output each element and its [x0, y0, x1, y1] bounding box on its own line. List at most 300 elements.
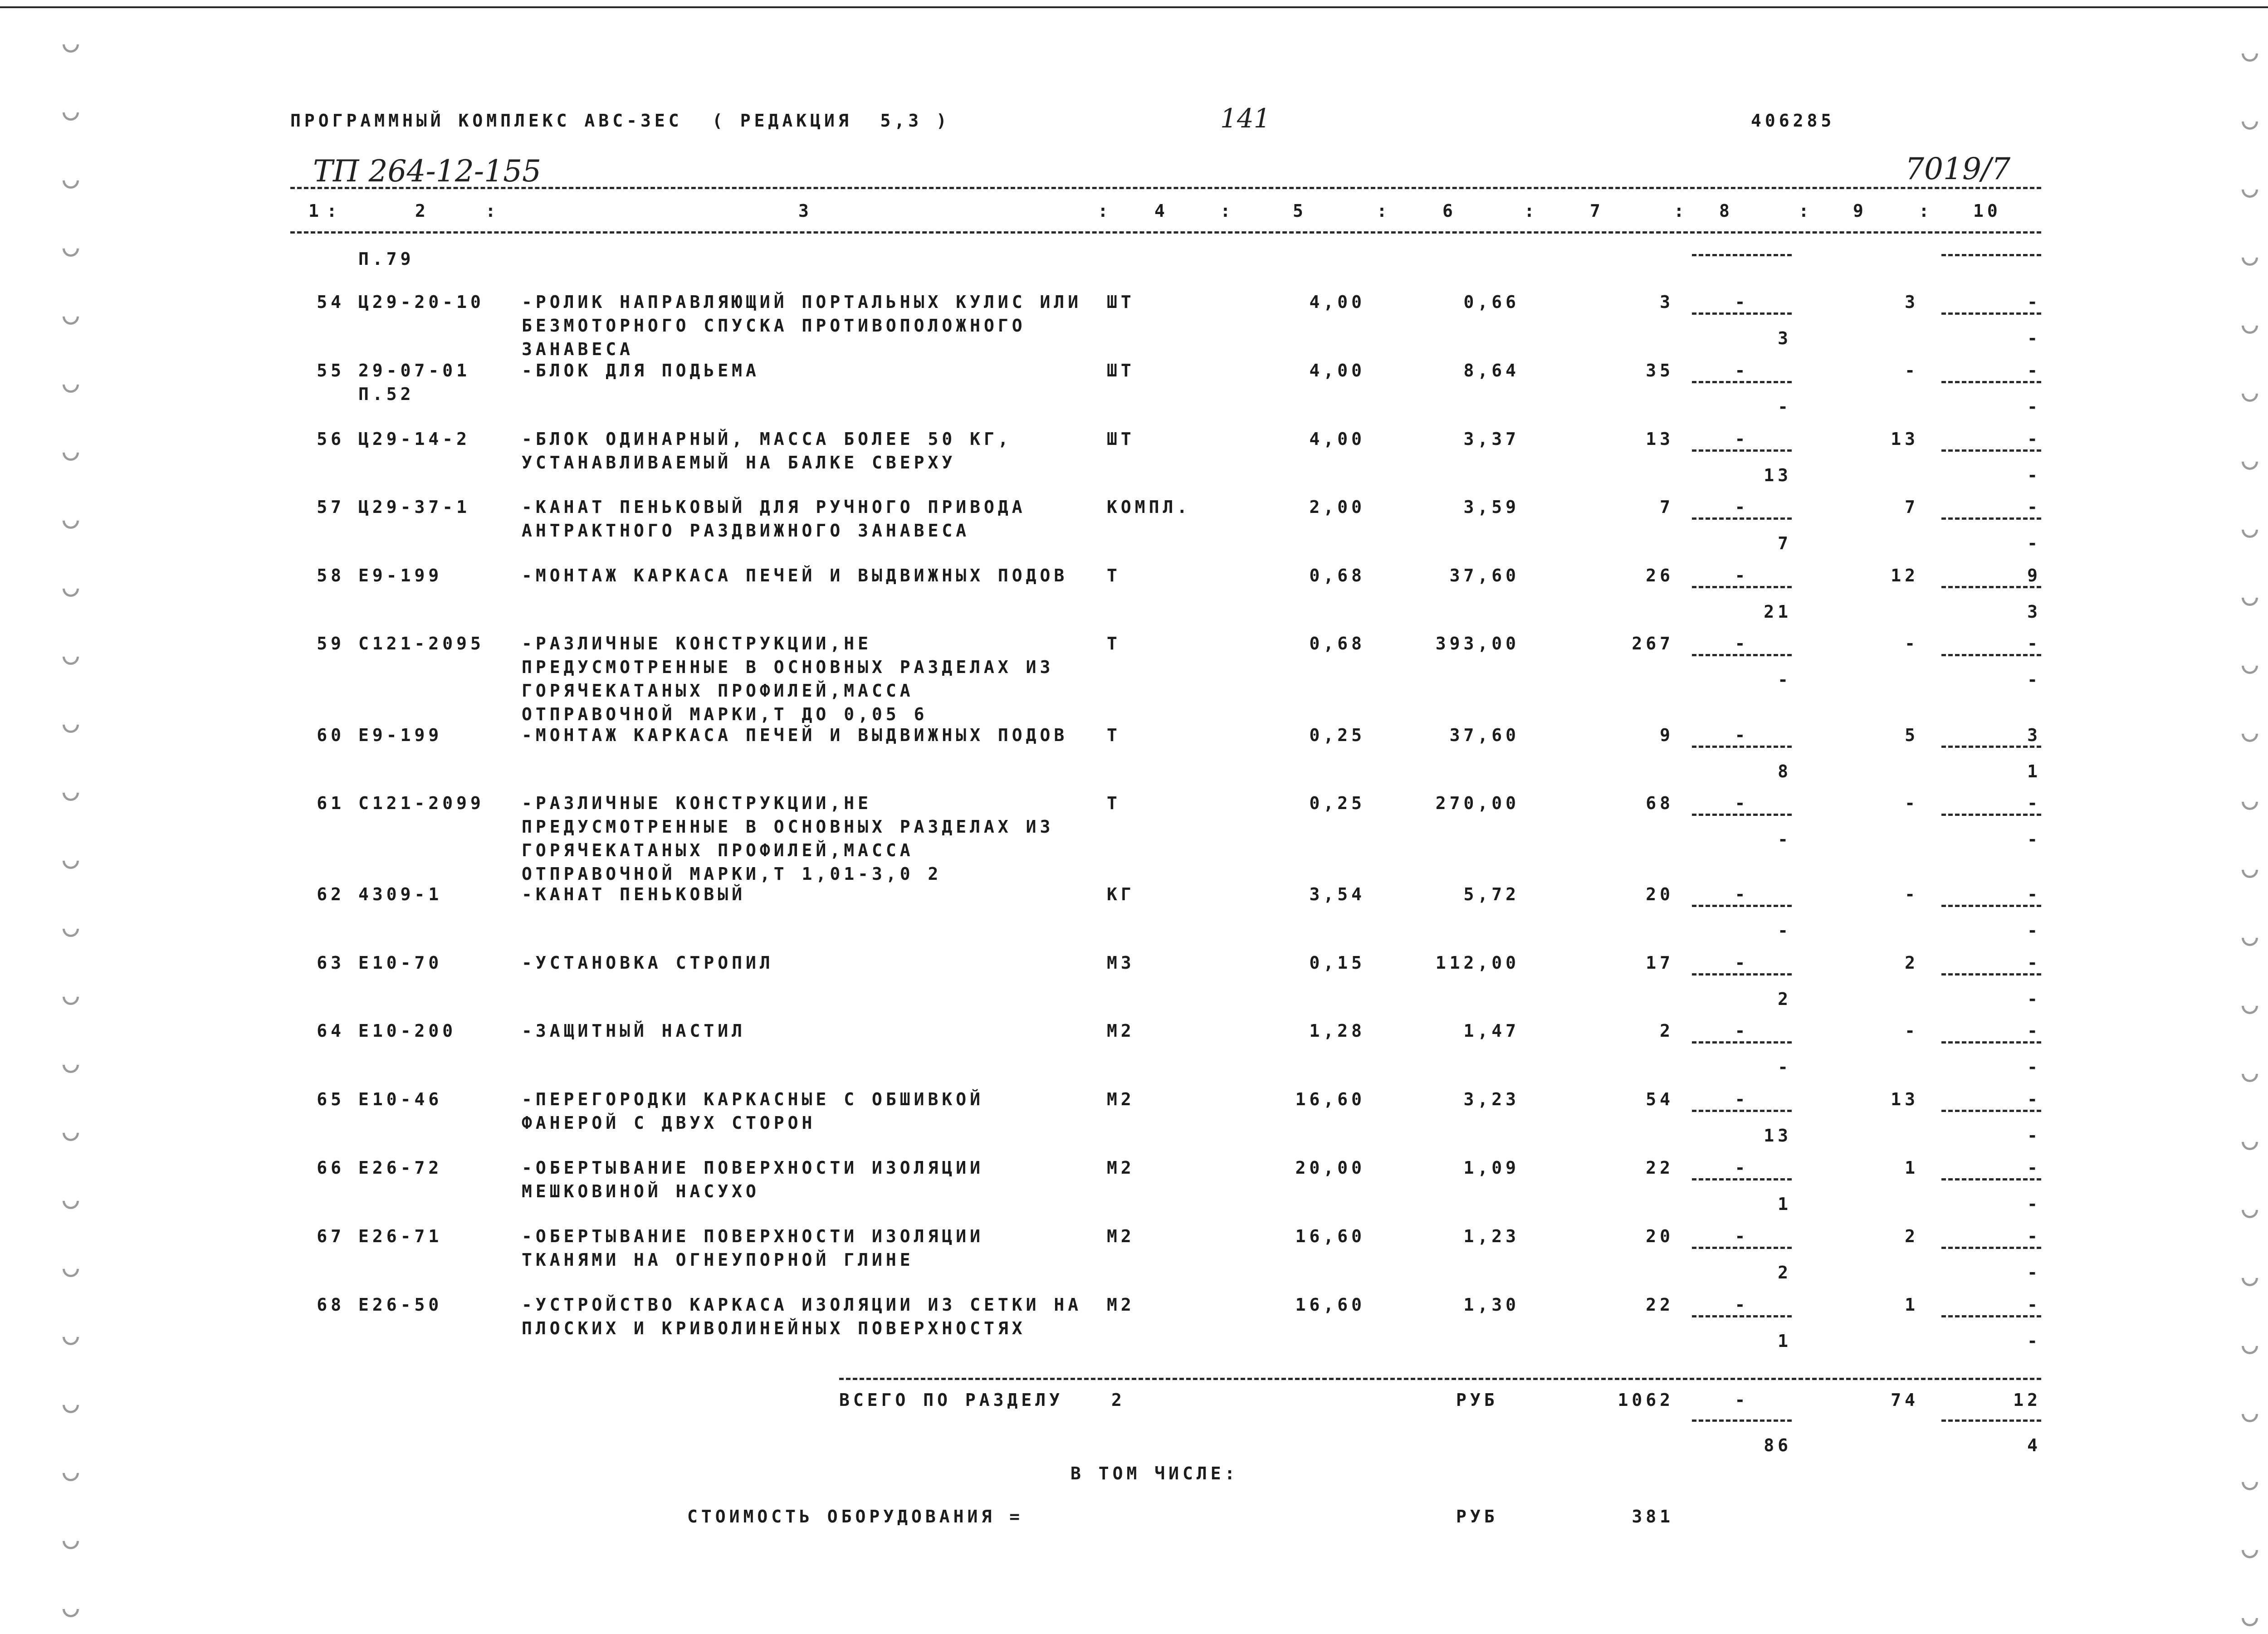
- feed-hole: [2239, 654, 2262, 678]
- unit-price: 3,59: [1463, 497, 1520, 517]
- feed-hole: [59, 1122, 83, 1145]
- col8-top: -: [1735, 1295, 1749, 1315]
- column-number: 2: [415, 201, 429, 221]
- col10-top: -: [2027, 1295, 2041, 1315]
- feed-hole: [59, 917, 83, 941]
- unit-price: 5,72: [1463, 884, 1520, 904]
- including-label: В ТОМ ЧИСЛЕ:: [1070, 1463, 1239, 1483]
- program-name: ПРОГРАММНЫЙ КОМПЛЕКС АВС-ЗЕС: [290, 111, 683, 131]
- col10-top: -: [2027, 793, 2041, 813]
- column-separator: :: [1799, 201, 1813, 221]
- summary-c8-bottom: 86: [1764, 1435, 1792, 1455]
- col9-value: -: [1905, 1021, 1919, 1041]
- unit: Т: [1107, 725, 1121, 745]
- summary-rule: [839, 1378, 2041, 1380]
- feed-hole: [2239, 314, 2262, 337]
- column-number: 3: [798, 201, 812, 221]
- unit: Т: [1107, 634, 1121, 654]
- unit: ШТ: [1107, 292, 1135, 312]
- col10-rule: [1941, 973, 2041, 976]
- rate-code: Е10-200: [358, 1021, 457, 1041]
- work-description: ТКАНЯМИ НА ОГНЕУПОРНОЙ ГЛИНЕ: [522, 1250, 914, 1270]
- row-number: 55: [317, 361, 345, 380]
- total-cost: 20: [1646, 1226, 1674, 1246]
- work-description: МЕШКОВИНОЙ НАСУХО: [522, 1181, 760, 1201]
- unit-price: 37,60: [1449, 566, 1520, 585]
- feed-hole: [59, 1054, 83, 1077]
- col9-value: 2: [1905, 953, 1919, 973]
- col10-top: -: [2027, 497, 2041, 517]
- col8-rule: [1692, 654, 1792, 656]
- unit-price: 270,00: [1435, 793, 1520, 813]
- summary-c9: 74: [1891, 1390, 1919, 1410]
- feed-hole: [2239, 1471, 2262, 1494]
- column-separator: :: [1919, 201, 1933, 221]
- feed-hole: [2239, 927, 2262, 950]
- row-number: 58: [317, 566, 345, 585]
- col9-value: 5: [1905, 725, 1919, 745]
- quantity: 4,00: [1309, 361, 1365, 380]
- unit-price: 0,66: [1463, 292, 1520, 312]
- feed-hole: [2239, 1199, 2262, 1222]
- col8-top-rule: [1692, 254, 1792, 256]
- feed-hole: [2239, 1131, 2262, 1154]
- feed-hole: [2239, 1403, 2262, 1426]
- col10-bottom: -: [2027, 829, 2041, 849]
- rate-code: Е9-199: [358, 725, 443, 745]
- quantity: 0,68: [1309, 566, 1365, 585]
- col9-value: 3: [1905, 292, 1919, 312]
- feed-hole: [59, 849, 83, 873]
- work-description: ГОРЯЧЕКАТАНЫХ ПРОФИЛЕЙ,МАССА: [522, 840, 914, 860]
- feed-hole: [59, 577, 83, 600]
- feed-hole: [59, 985, 83, 1009]
- col10-top: -: [2027, 1226, 2041, 1246]
- rate-code: 29-07-01: [358, 361, 471, 380]
- col8-top: -: [1735, 566, 1749, 585]
- document-number: 406285: [1751, 111, 1835, 131]
- feed-hole: [2239, 450, 2262, 473]
- work-description: -МОНТАЖ КАРКАСА ПЕЧЕЙ И ВЫДВИЖНЫХ ПОДОВ: [522, 566, 1068, 585]
- row-number: 59: [317, 634, 345, 654]
- feed-hole: [2239, 42, 2262, 65]
- col9-value: 7: [1905, 497, 1919, 517]
- rate-code: С121-2099: [358, 793, 484, 813]
- rate-code: Е26-50: [358, 1295, 443, 1315]
- col8-top: -: [1735, 1158, 1749, 1178]
- work-description: -РАЗЛИЧНЫЕ КОНСТРУКЦИИ,НЕ: [522, 793, 872, 813]
- total-cost: 22: [1646, 1295, 1674, 1315]
- quantity: 16,60: [1295, 1089, 1365, 1109]
- work-description: ОТПРАВОЧНОЙ МАРКИ,Т 1,01-3,0 2: [522, 864, 942, 884]
- work-description: -УСТАНОВКА СТРОПИЛ: [522, 953, 774, 973]
- col8-top: -: [1735, 429, 1749, 449]
- quantity: 0,15: [1309, 953, 1365, 973]
- total-cost: 54: [1646, 1089, 1674, 1109]
- row-number: 57: [317, 497, 345, 517]
- col8-rule: [1692, 814, 1792, 816]
- col8-top: -: [1735, 1089, 1749, 1109]
- feed-hole: [2239, 995, 2262, 1018]
- summary-currency: РУБ: [1456, 1390, 1498, 1410]
- col9-value: 1: [1905, 1295, 1919, 1315]
- feed-hole: [59, 237, 83, 260]
- sheet-number: 7019/7: [1905, 151, 2011, 186]
- row-number: 68: [317, 1295, 345, 1315]
- col8-bottom: 8: [1778, 761, 1792, 781]
- rate-code: Е10-46: [358, 1089, 443, 1109]
- total-cost: 2: [1660, 1021, 1674, 1041]
- col10-top: -: [2027, 1158, 2041, 1178]
- header-rule-top: [290, 187, 2041, 189]
- col8-rule: [1692, 312, 1792, 315]
- col10-top: -: [2027, 1021, 2041, 1041]
- total-cost: 13: [1646, 429, 1674, 449]
- col10-bottom: 3: [2027, 602, 2041, 622]
- work-description: БЕЗМОТОРНОГО СПУСКА ПРОТИВОПОЛОЖНОГО: [522, 316, 1026, 336]
- col10-top: 9: [2027, 566, 2041, 585]
- total-cost: 20: [1646, 884, 1674, 904]
- work-description: ОТПРАВОЧНОЙ МАРКИ,Т ДО 0,05 6: [522, 704, 928, 724]
- unit-price: 3,37: [1463, 429, 1520, 449]
- col10-top: 3: [2027, 725, 2041, 745]
- column-number: 8: [1719, 201, 1733, 221]
- feed-hole: [59, 781, 83, 805]
- header-rule-bottom: [290, 231, 2041, 234]
- unit-price: 3,23: [1463, 1089, 1520, 1109]
- feed-hole: [2239, 518, 2262, 541]
- col9-value: -: [1905, 793, 1919, 813]
- col8-rule: [1692, 449, 1792, 452]
- feed-hole: [2239, 246, 2262, 269]
- total-cost: 267: [1632, 634, 1674, 654]
- col10-bottom: -: [2027, 989, 2041, 1009]
- summary-c8-rule: [1692, 1419, 1792, 1422]
- column-separator: :: [1098, 201, 1112, 221]
- col9-value: 13: [1891, 429, 1919, 449]
- col10-bottom: 1: [2027, 761, 2041, 781]
- feed-hole: [59, 101, 83, 124]
- col10-rule: [1941, 449, 2041, 452]
- col8-bottom: 1: [1778, 1331, 1792, 1351]
- row-number: 61: [317, 793, 345, 813]
- column-number: 7: [1590, 201, 1604, 221]
- row-number: 62: [317, 884, 345, 904]
- col10-bottom: -: [2027, 1263, 2041, 1283]
- rate-code-ref: П.52: [358, 384, 415, 404]
- column-separator: :: [485, 201, 499, 221]
- col8-rule: [1692, 905, 1792, 907]
- rate-code: Ц29-37-1: [358, 497, 471, 517]
- col10-bottom: -: [2027, 328, 2041, 348]
- rate-code: Е26-71: [358, 1226, 443, 1246]
- col8-top: -: [1735, 497, 1749, 517]
- row-number: 65: [317, 1089, 345, 1109]
- col10-rule: [1941, 381, 2041, 383]
- feed-hole: [2239, 1607, 2262, 1630]
- work-description: ФАНЕРОЙ С ДВУХ СТОРОН: [522, 1113, 816, 1133]
- col10-bottom: -: [2027, 921, 2041, 941]
- feed-hole: [59, 1258, 83, 1281]
- unit-price: 393,00: [1435, 634, 1520, 654]
- feed-hole: [59, 1530, 83, 1553]
- col10-top: -: [2027, 953, 2041, 973]
- col10-bottom: -: [2027, 397, 2041, 417]
- work-description: -КАНАТ ПЕНЬКОВЫЙ ДЛЯ РУЧНОГО ПРИВОДА: [522, 497, 1026, 517]
- work-description: -КАНАТ ПЕНЬКОВЫЙ: [522, 884, 746, 904]
- unit-price: 112,00: [1435, 953, 1520, 973]
- row-number: 56: [317, 429, 345, 449]
- feed-hole: [59, 713, 83, 737]
- col8-top: -: [1735, 725, 1749, 745]
- col10-bottom: -: [2027, 670, 2041, 690]
- col8-rule: [1692, 517, 1792, 520]
- col10-rule: [1941, 905, 2041, 907]
- summary-c10-rule: [1941, 1419, 2041, 1422]
- column-number: 6: [1442, 201, 1457, 221]
- col8-bottom: -: [1778, 921, 1792, 941]
- column-number: 5: [1293, 201, 1307, 221]
- top-edge-rule: [0, 6, 2268, 8]
- col9-value: 12: [1891, 566, 1919, 585]
- work-description: -ОБЕРТЫВАНИЕ ПОВЕРХНОСТИ ИЗОЛЯЦИИ: [522, 1158, 984, 1178]
- quantity: 20,00: [1295, 1158, 1365, 1178]
- col8-bottom: 3: [1778, 328, 1792, 348]
- col10-bottom: -: [2027, 1126, 2041, 1146]
- col10-rule: [1941, 1110, 2041, 1112]
- unit: М2: [1107, 1089, 1135, 1109]
- row-number: 66: [317, 1158, 345, 1178]
- col8-bottom: 7: [1778, 533, 1792, 553]
- unit-price: 1,09: [1463, 1158, 1520, 1178]
- continuation-ref: П.79: [358, 249, 415, 269]
- col8-top: -: [1735, 793, 1749, 813]
- column-separator: :: [1524, 201, 1538, 221]
- quantity: 4,00: [1309, 429, 1365, 449]
- quantity: 16,60: [1295, 1295, 1365, 1315]
- feed-hole: [2239, 178, 2262, 201]
- col8-rule: [1692, 1178, 1792, 1180]
- col8-bottom: 13: [1764, 1126, 1792, 1146]
- work-description: ЗАНАВЕСА: [522, 339, 634, 359]
- feed-hole: [2239, 1335, 2262, 1358]
- quantity: 0,25: [1309, 793, 1365, 813]
- col10-rule: [1941, 746, 2041, 748]
- work-description: ПРЕДУСМОТРЕННЫЕ В ОСНОВНЫХ РАЗДЕЛАХ ИЗ: [522, 817, 1054, 837]
- work-description: -ОБЕРТЫВАНИЕ ПОВЕРХНОСТИ ИЗОЛЯЦИИ: [522, 1226, 984, 1246]
- equipment-currency: РУБ: [1456, 1507, 1498, 1527]
- col10-top: -: [2027, 361, 2041, 380]
- total-cost: 68: [1646, 793, 1674, 813]
- work-description: -ЗАЩИТНЫЙ НАСТИЛ: [522, 1021, 746, 1041]
- col9-value: 2: [1905, 1226, 1919, 1246]
- col8-rule: [1692, 1041, 1792, 1044]
- quantity: 0,25: [1309, 725, 1365, 745]
- summary-section: 2: [1111, 1390, 1125, 1410]
- unit-price: 37,60: [1449, 725, 1520, 745]
- work-description: -РОЛИК НАПРАВЛЯЮЩИЙ ПОРТАЛЬНЫХ КУЛИС ИЛИ: [522, 292, 1082, 312]
- feed-hole: [2239, 110, 2262, 133]
- rate-code: С121-2095: [358, 634, 484, 654]
- row-number: 64: [317, 1021, 345, 1041]
- work-description: УСТАНАВЛИВАЕМЫЙ НА БАЛКЕ СВЕРХУ: [522, 453, 956, 473]
- col8-bottom: 2: [1778, 1263, 1792, 1283]
- rate-code: Е9-199: [358, 566, 443, 585]
- feed-hole: [2239, 382, 2262, 405]
- col8-bottom: 21: [1764, 602, 1792, 622]
- col8-rule: [1692, 381, 1792, 383]
- work-description: АНТРАКТНОГО РАЗДВИЖНОГО ЗАНАВЕСА: [522, 521, 970, 541]
- col10-rule: [1941, 1178, 2041, 1180]
- work-description: ПРЕДУСМОТРЕННЫЕ В ОСНОВНЫХ РАЗДЕЛАХ ИЗ: [522, 657, 1054, 677]
- rate-code: Е10-70: [358, 953, 443, 973]
- quantity: 1,28: [1309, 1021, 1365, 1041]
- feed-hole: [59, 645, 83, 668]
- col8-top: -: [1735, 292, 1749, 312]
- unit: КОМПЛ.: [1107, 497, 1191, 517]
- quantity: 16,60: [1295, 1226, 1365, 1246]
- col8-rule: [1692, 973, 1792, 976]
- unit-price: 1,47: [1463, 1021, 1520, 1041]
- work-description: -БЛОК ДЛЯ ПОДЬЕМА: [522, 361, 760, 380]
- total-cost: 22: [1646, 1158, 1674, 1178]
- col10-bottom: -: [2027, 1057, 2041, 1077]
- feed-hole: [59, 1598, 83, 1621]
- feed-hole: [59, 33, 83, 56]
- col10-top: -: [2027, 1089, 2041, 1109]
- equipment-value: 381: [1632, 1507, 1674, 1527]
- total-cost: 9: [1660, 725, 1674, 745]
- col8-bottom: 1: [1778, 1194, 1792, 1214]
- col8-bottom: 2: [1778, 989, 1792, 1009]
- feed-hole: [59, 1326, 83, 1349]
- col8-bottom: -: [1778, 829, 1792, 849]
- column-number: 1: [308, 201, 323, 221]
- col8-rule: [1692, 586, 1792, 588]
- column-number: 4: [1154, 201, 1168, 221]
- col9-value: -: [1905, 361, 1919, 380]
- col8-top: -: [1735, 884, 1749, 904]
- work-description: ГОРЯЧЕКАТАНЫХ ПРОФИЛЕЙ,МАССА: [522, 681, 914, 701]
- summary-c10-top: 12: [2013, 1390, 2041, 1410]
- quantity: 4,00: [1309, 292, 1365, 312]
- row-number: 54: [317, 292, 345, 312]
- summary-c8-top: -: [1735, 1390, 1749, 1410]
- equipment-label: СТОИМОСТЬ ОБОРУДОВАНИЯ =: [687, 1507, 1024, 1527]
- feed-hole: [2239, 1539, 2262, 1562]
- col8-top: -: [1735, 1226, 1749, 1246]
- total-cost: 17: [1646, 953, 1674, 973]
- column-number: 10: [1973, 201, 2001, 221]
- rate-code: 4309-1: [358, 884, 443, 904]
- col10-rule: [1941, 586, 2041, 588]
- col10-rule: [1941, 1315, 2041, 1317]
- feed-hole: [2239, 858, 2262, 882]
- column-separator: :: [1377, 201, 1391, 221]
- rate-code: Ц29-14-2: [358, 429, 471, 449]
- col10-top: -: [2027, 429, 2041, 449]
- unit: КГ: [1107, 884, 1135, 904]
- unit: ШТ: [1107, 429, 1135, 449]
- col8-bottom: -: [1778, 1057, 1792, 1077]
- unit: М3: [1107, 953, 1135, 973]
- row-number: 67: [317, 1226, 345, 1246]
- col10-rule: [1941, 517, 2041, 520]
- col9-value: -: [1905, 884, 1919, 904]
- col8-bottom: 13: [1764, 465, 1792, 485]
- col9-value: -: [1905, 634, 1919, 654]
- quantity: 2,00: [1309, 497, 1365, 517]
- col10-bottom: -: [2027, 1194, 2041, 1214]
- unit-price: 1,23: [1463, 1226, 1520, 1246]
- col10-top: -: [2027, 884, 2041, 904]
- col10-rule: [1941, 814, 2041, 816]
- work-description: -ПЕРЕГОРОДКИ КАРКАСНЫЕ С ОБШИВКОЙ: [522, 1089, 984, 1109]
- col8-top: -: [1735, 1021, 1749, 1041]
- summary-total: 1062: [1618, 1390, 1674, 1410]
- col8-rule: [1692, 1247, 1792, 1249]
- col10-bottom: -: [2027, 533, 2041, 553]
- col10-rule: [1941, 312, 2041, 315]
- col8-rule: [1692, 1315, 1792, 1317]
- unit-price: 8,64: [1463, 361, 1520, 380]
- work-description: -МОНТАЖ КАРКАСА ПЕЧЕЙ И ВЫДВИЖНЫХ ПОДОВ: [522, 725, 1068, 745]
- feed-hole: [59, 1462, 83, 1485]
- col10-rule: [1941, 654, 2041, 656]
- feed-hole: [59, 1190, 83, 1213]
- column-separator: :: [1674, 201, 1688, 221]
- col8-bottom: -: [1778, 397, 1792, 417]
- page-number: 141: [1220, 103, 1271, 134]
- unit: М2: [1107, 1226, 1135, 1246]
- unit: Т: [1107, 566, 1121, 585]
- col8-rule: [1692, 746, 1792, 748]
- feed-hole: [59, 169, 83, 192]
- total-cost: 3: [1660, 292, 1674, 312]
- feed-hole: [59, 509, 83, 532]
- col10-rule: [1941, 1247, 2041, 1249]
- total-cost: 7: [1660, 497, 1674, 517]
- col10-top: -: [2027, 634, 2041, 654]
- rate-code: Ц29-20-10: [358, 292, 484, 312]
- unit: М2: [1107, 1021, 1135, 1041]
- unit: Т: [1107, 793, 1121, 813]
- total-cost: 26: [1646, 566, 1674, 585]
- col10-bottom: -: [2027, 465, 2041, 485]
- work-description: -БЛОК ОДИНАРНЫЙ, МАССА БОЛЕЕ 50 КГ,: [522, 429, 1012, 449]
- col9-value: 1: [1905, 1158, 1919, 1178]
- feed-hole: [59, 373, 83, 396]
- col8-rule: [1692, 1110, 1792, 1112]
- project-code: ТП 264-12-155: [313, 154, 542, 189]
- work-description: -УСТРОЙСТВО КАРКАСА ИЗОЛЯЦИИ ИЗ СЕТКИ НА: [522, 1295, 1082, 1315]
- work-description: -РАЗЛИЧНЫЕ КОНСТРУКЦИИ,НЕ: [522, 634, 872, 654]
- col10-bottom: -: [2027, 1331, 2041, 1351]
- feed-hole: [2239, 722, 2262, 746]
- quantity: 3,54: [1309, 884, 1365, 904]
- feed-hole: [2239, 1267, 2262, 1290]
- feed-hole: [59, 1394, 83, 1417]
- feed-hole: [2239, 1063, 2262, 1086]
- feed-hole: [59, 441, 83, 464]
- col8-top: -: [1735, 634, 1749, 654]
- unit: М2: [1107, 1295, 1135, 1315]
- unit: ШТ: [1107, 361, 1135, 380]
- row-number: 60: [317, 725, 345, 745]
- feed-hole: [59, 305, 83, 328]
- col10-top-rule: [1941, 254, 2041, 256]
- col8-top: -: [1735, 953, 1749, 973]
